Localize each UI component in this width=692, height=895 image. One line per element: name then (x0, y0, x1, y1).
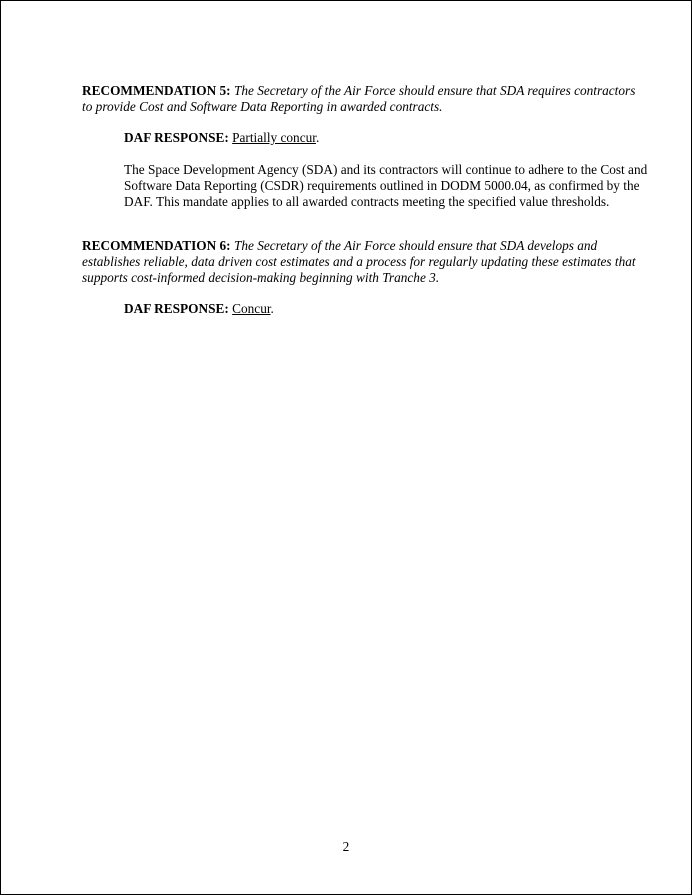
recommendation-5-label: RECOMMENDATION 5: (82, 83, 231, 98)
response-5-paragraph (124, 130, 319, 146)
response-6-value: Concur (232, 301, 271, 316)
response-5-body: The Space Development Agency (SDA) and its contractors will continue to adhere to the Cost and Software Data Reporting (CSDR) requirements outlined in DODM 5000.04, as confirmed by the DAF. This mandate applies to all awarded contracts meeting the specified value thresholds. (124, 162, 648, 209)
response-6-label: DAF RESPONSE: (124, 301, 229, 316)
recommendation-5-text: The Secretary of the Air Force should ensure that SDA requires contractors to provide Cost and Software Data Reporting in awarded contracts. (82, 83, 636, 114)
recommendation-6-paragraph (82, 238, 642, 286)
recommendation-6-text: The Secretary of the Air Force should ensure that SDA develops and establishes reliable, data driven cost estimates and a process for regularly updating these estimates that supports cost-informed decision-making beginning with Tranche 3. (82, 238, 636, 285)
response-5-label: DAF RESPONSE: (124, 130, 229, 145)
recommendation-5-paragraph (82, 83, 642, 115)
response-6-punct: . (270, 301, 274, 316)
response-6-paragraph (124, 301, 274, 317)
response-5-punct: . (315, 130, 320, 145)
response-5-value: Partially concur (232, 130, 316, 145)
recommendation-6-label: RECOMMENDATION 6: (82, 238, 231, 253)
page-number: 2 (342, 839, 350, 854)
